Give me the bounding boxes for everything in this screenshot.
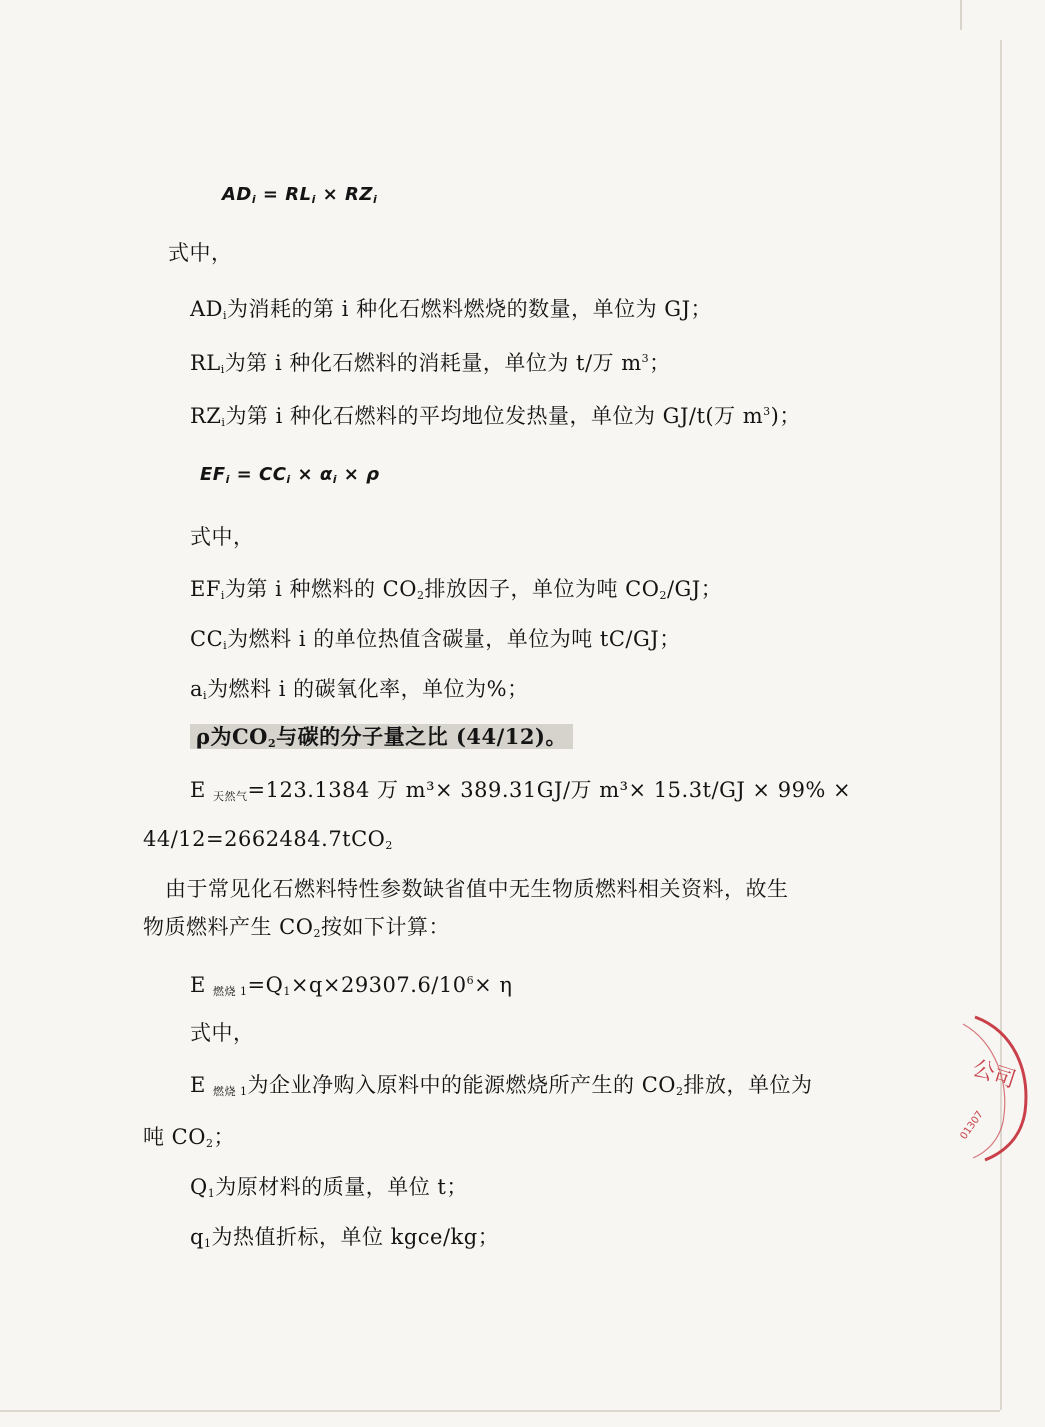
shizhong-label: 式中， — [190, 1021, 255, 1045]
scan-edge — [960, 0, 962, 30]
formula-text: =Q — [247, 973, 284, 997]
definition-text: 为消耗的第 i 种化石燃料燃烧的数量，单位为 GJ； — [227, 297, 712, 321]
definition-ef — [190, 574, 722, 611]
definition-text: 排放因子，单位为吨 CO — [424, 577, 660, 601]
symbol: E — [190, 1073, 214, 1097]
formula-text: × η — [474, 973, 513, 997]
times-sign: × — [290, 464, 320, 485]
formula-e-combustion — [190, 966, 512, 1007]
subscript: 1 — [207, 1187, 216, 1200]
symbol: CC — [190, 627, 224, 651]
subscript: i — [220, 363, 225, 376]
times-sign: × — [315, 184, 346, 205]
definition-e-line-2 — [143, 1122, 235, 1159]
paragraph-text: 物质燃料产生 CO — [143, 915, 314, 939]
calculation-text: 44/12=2662484.7tCO — [143, 827, 386, 851]
equals-sign: = — [229, 464, 259, 485]
paragraph-line-1: 由于常见化石燃料特性参数缺省值中无生物质燃料相关资料，故生 — [165, 877, 789, 901]
definition-cc — [190, 624, 681, 661]
superscript: 3 — [641, 352, 650, 365]
subscript: i — [223, 639, 228, 652]
subscript: i — [251, 193, 257, 206]
symbol: E — [190, 778, 214, 802]
formula-symbol: ρ — [366, 464, 380, 485]
definition-text: 为原材料的质量，单位 t； — [215, 1175, 468, 1199]
paragraph-text: 按如下计算： — [320, 915, 450, 939]
subscript: 2 — [205, 1137, 214, 1150]
definition-text: 为第 i 种化石燃料的平均地位发热量，单位为 GJ/t(万 m — [225, 404, 764, 428]
seal-text: 公司 — [969, 1055, 1019, 1094]
definition-text: 为热值折标，单位 kgce/kg； — [211, 1225, 500, 1249]
definition-e-line-1 — [190, 1070, 812, 1107]
calculation-line-1 — [190, 775, 851, 812]
definition-rz — [190, 397, 801, 438]
definition-text: 与碳的分子量之比 (44/12)。 — [276, 724, 567, 749]
subscript: 燃烧 1 — [213, 985, 248, 998]
formula-ad — [222, 180, 377, 215]
formula-symbol: RZ — [345, 184, 373, 205]
symbol: Q — [190, 1175, 208, 1199]
superscript: 3 — [763, 405, 771, 418]
subscript: i — [311, 193, 316, 206]
paragraph-line-2 — [143, 912, 450, 949]
definition-text: 排放，单位为 — [683, 1073, 813, 1097]
times-sign: × — [336, 464, 367, 485]
subscript: i — [223, 309, 228, 322]
definition-ad — [190, 294, 712, 331]
subscript: 1 — [203, 1237, 212, 1250]
seal-number: 01307 — [958, 1109, 986, 1142]
subscript: 1 — [283, 985, 291, 998]
superscript: 6 — [466, 974, 475, 987]
scan-edge — [0, 1410, 1000, 1412]
scan-edge — [1000, 40, 1002, 1410]
calculation-text: =123.1384 万 m³× 389.31GJ/万 m³× 15.3t/GJ × 99% × — [247, 778, 852, 802]
subscript: 燃烧 1 — [213, 1085, 248, 1098]
symbol: AD — [190, 297, 224, 321]
highlighted-text — [190, 724, 573, 749]
symbol: q — [190, 1225, 204, 1249]
company-seal-stamp — [955, 1012, 1045, 1162]
equals-sign: = — [256, 184, 286, 205]
definition-q — [190, 1222, 499, 1259]
definition-text: 为企业净购入原料中的能源燃烧所产生的 CO — [247, 1073, 676, 1097]
definition-rho — [190, 722, 573, 759]
symbol: a — [190, 677, 204, 701]
subscript: 天然气 — [213, 790, 248, 803]
symbol: EF — [190, 577, 221, 601]
subscript: i — [220, 589, 225, 602]
subscript: i — [286, 473, 291, 486]
calculation-line-2 — [143, 824, 393, 861]
subscript: 2 — [267, 737, 277, 750]
definition-rl — [190, 344, 671, 385]
formula-ef — [200, 460, 380, 495]
subscript: i — [372, 193, 378, 206]
subscript: i — [203, 689, 208, 702]
formula-symbol: CC — [259, 464, 287, 485]
formula-symbol: AD — [222, 184, 252, 205]
definition-q1 — [190, 1172, 468, 1209]
definition-text: 为燃料 i 的单位热值含碳量，单位为吨 tC/GJ； — [227, 627, 681, 651]
definition-text: 吨 CO — [143, 1125, 206, 1149]
definition-text: /GJ； — [666, 577, 723, 601]
subscript: 2 — [313, 927, 321, 940]
subscript: i — [225, 473, 230, 486]
symbol: RZ — [190, 404, 222, 428]
formula-text: ×q×29307.6/10 — [290, 973, 467, 997]
definition-text: )； — [770, 404, 801, 428]
subscript: i — [332, 473, 337, 486]
symbol: RL — [190, 351, 221, 375]
definition-text: ρ为CO — [196, 724, 268, 749]
subscript: 2 — [675, 1085, 684, 1098]
subscript: i — [221, 416, 226, 429]
formula-symbol: RL — [285, 184, 312, 205]
symbol: E — [190, 973, 214, 997]
formula-symbol: α — [319, 464, 333, 485]
definition-text: ； — [213, 1125, 235, 1149]
subscript: 2 — [416, 589, 425, 602]
definition-a — [190, 674, 529, 711]
definition-text: 为燃料 i 的碳氧化率，单位为%； — [207, 677, 529, 701]
definition-text: ； — [649, 351, 671, 375]
subscript: 2 — [659, 589, 667, 602]
shizhong-label: 式中， — [168, 241, 233, 265]
definition-text: 为第 i 种化石燃料的消耗量，单位为 t/万 m — [224, 351, 642, 375]
formula-symbol: EF — [200, 464, 226, 485]
shizhong-label: 式中， — [190, 525, 255, 549]
subscript: 2 — [385, 839, 393, 852]
definition-text: 为第 i 种燃料的 CO — [224, 577, 417, 601]
